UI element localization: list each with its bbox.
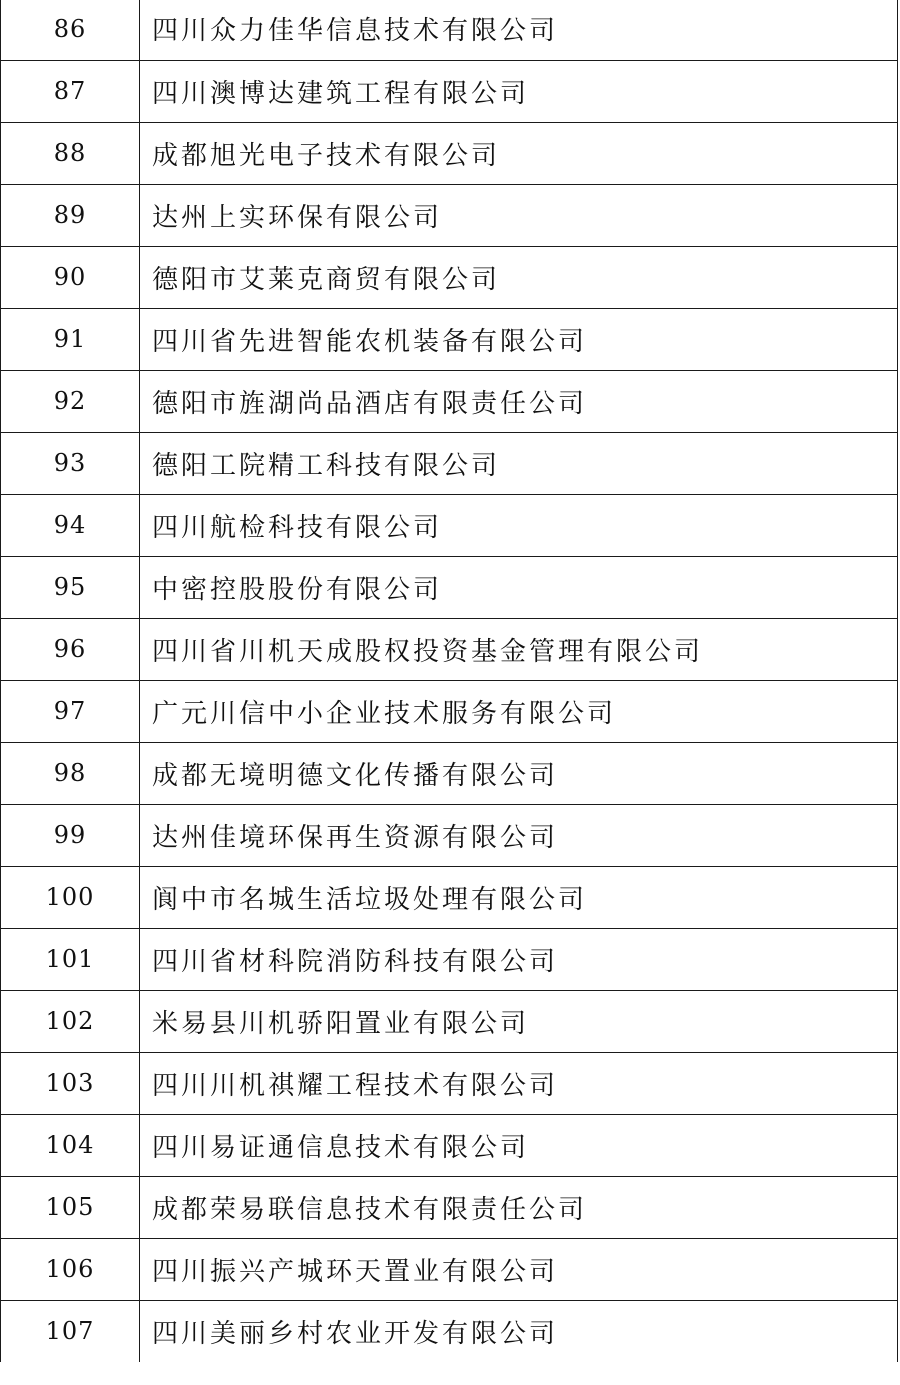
company-name: 中密控股股份有限公司 — [140, 556, 898, 618]
table-row — [1, 60, 898, 122]
company-name: 四川澳博达建筑工程有限公司 — [140, 60, 898, 122]
company-name: 四川振兴产城环天置业有限公司 — [140, 1238, 898, 1300]
row-number: 103 — [1, 1052, 140, 1114]
company-name: 四川众力佳华信息技术有限公司 — [140, 0, 898, 60]
company-name: 德阳工院精工科技有限公司 — [140, 432, 898, 494]
company-name: 达州上实环保有限公司 — [140, 184, 898, 246]
table-row — [1, 556, 898, 618]
table-row — [1, 618, 898, 680]
table-row — [1, 184, 898, 246]
company-name: 广元川信中小企业技术服务有限公司 — [140, 680, 898, 742]
row-number: 107 — [1, 1300, 140, 1362]
table-row — [1, 370, 898, 432]
company-name: 成都无境明德文化传播有限公司 — [140, 742, 898, 804]
row-number: 98 — [1, 742, 140, 804]
company-name: 四川美丽乡村农业开发有限公司 — [140, 1300, 898, 1362]
company-name: 米易县川机骄阳置业有限公司 — [140, 990, 898, 1052]
row-number: 91 — [1, 308, 140, 370]
row-number: 89 — [1, 184, 140, 246]
table-row — [1, 122, 898, 184]
company-name: 达州佳境环保再生资源有限公司 — [140, 804, 898, 866]
table-row — [1, 680, 898, 742]
company-name: 阆中市名城生活垃圾处理有限公司 — [140, 866, 898, 928]
row-number: 104 — [1, 1114, 140, 1176]
table-row — [1, 308, 898, 370]
company-name: 四川省材科院消防科技有限公司 — [140, 928, 898, 990]
row-number: 93 — [1, 432, 140, 494]
row-number: 86 — [1, 0, 140, 60]
table-row — [1, 1300, 898, 1362]
row-number: 99 — [1, 804, 140, 866]
row-number: 88 — [1, 122, 140, 184]
table-row — [1, 928, 898, 990]
table-row — [1, 246, 898, 308]
table-row — [1, 432, 898, 494]
company-name: 德阳市艾莱克商贸有限公司 — [140, 246, 898, 308]
table-row — [1, 990, 898, 1052]
company-list-body — [1, 0, 898, 1362]
row-number: 101 — [1, 928, 140, 990]
table-row — [1, 494, 898, 556]
row-number: 95 — [1, 556, 140, 618]
row-number: 90 — [1, 246, 140, 308]
company-name: 德阳市旌湖尚品酒店有限责任公司 — [140, 370, 898, 432]
company-name: 四川川机祺耀工程技术有限公司 — [140, 1052, 898, 1114]
table-row — [1, 1176, 898, 1238]
row-number: 100 — [1, 866, 140, 928]
company-name: 成都荣易联信息技术有限责任公司 — [140, 1176, 898, 1238]
table-row — [1, 866, 898, 928]
table-row — [1, 0, 898, 60]
row-number: 102 — [1, 990, 140, 1052]
company-name: 四川省川机天成股权投资基金管理有限公司 — [140, 618, 898, 680]
company-name: 四川易证通信息技术有限公司 — [140, 1114, 898, 1176]
company-name: 四川省先进智能农机装备有限公司 — [140, 308, 898, 370]
table-row — [1, 1052, 898, 1114]
row-number: 96 — [1, 618, 140, 680]
table-row — [1, 1238, 898, 1300]
row-number: 106 — [1, 1238, 140, 1300]
row-number: 105 — [1, 1176, 140, 1238]
table-row — [1, 804, 898, 866]
row-number: 92 — [1, 370, 140, 432]
company-name: 成都旭光电子技术有限公司 — [140, 122, 898, 184]
table-row — [1, 742, 898, 804]
row-number: 97 — [1, 680, 140, 742]
row-number: 87 — [1, 60, 140, 122]
company-name: 四川航检科技有限公司 — [140, 494, 898, 556]
table-row — [1, 1114, 898, 1176]
row-number: 94 — [1, 494, 140, 556]
